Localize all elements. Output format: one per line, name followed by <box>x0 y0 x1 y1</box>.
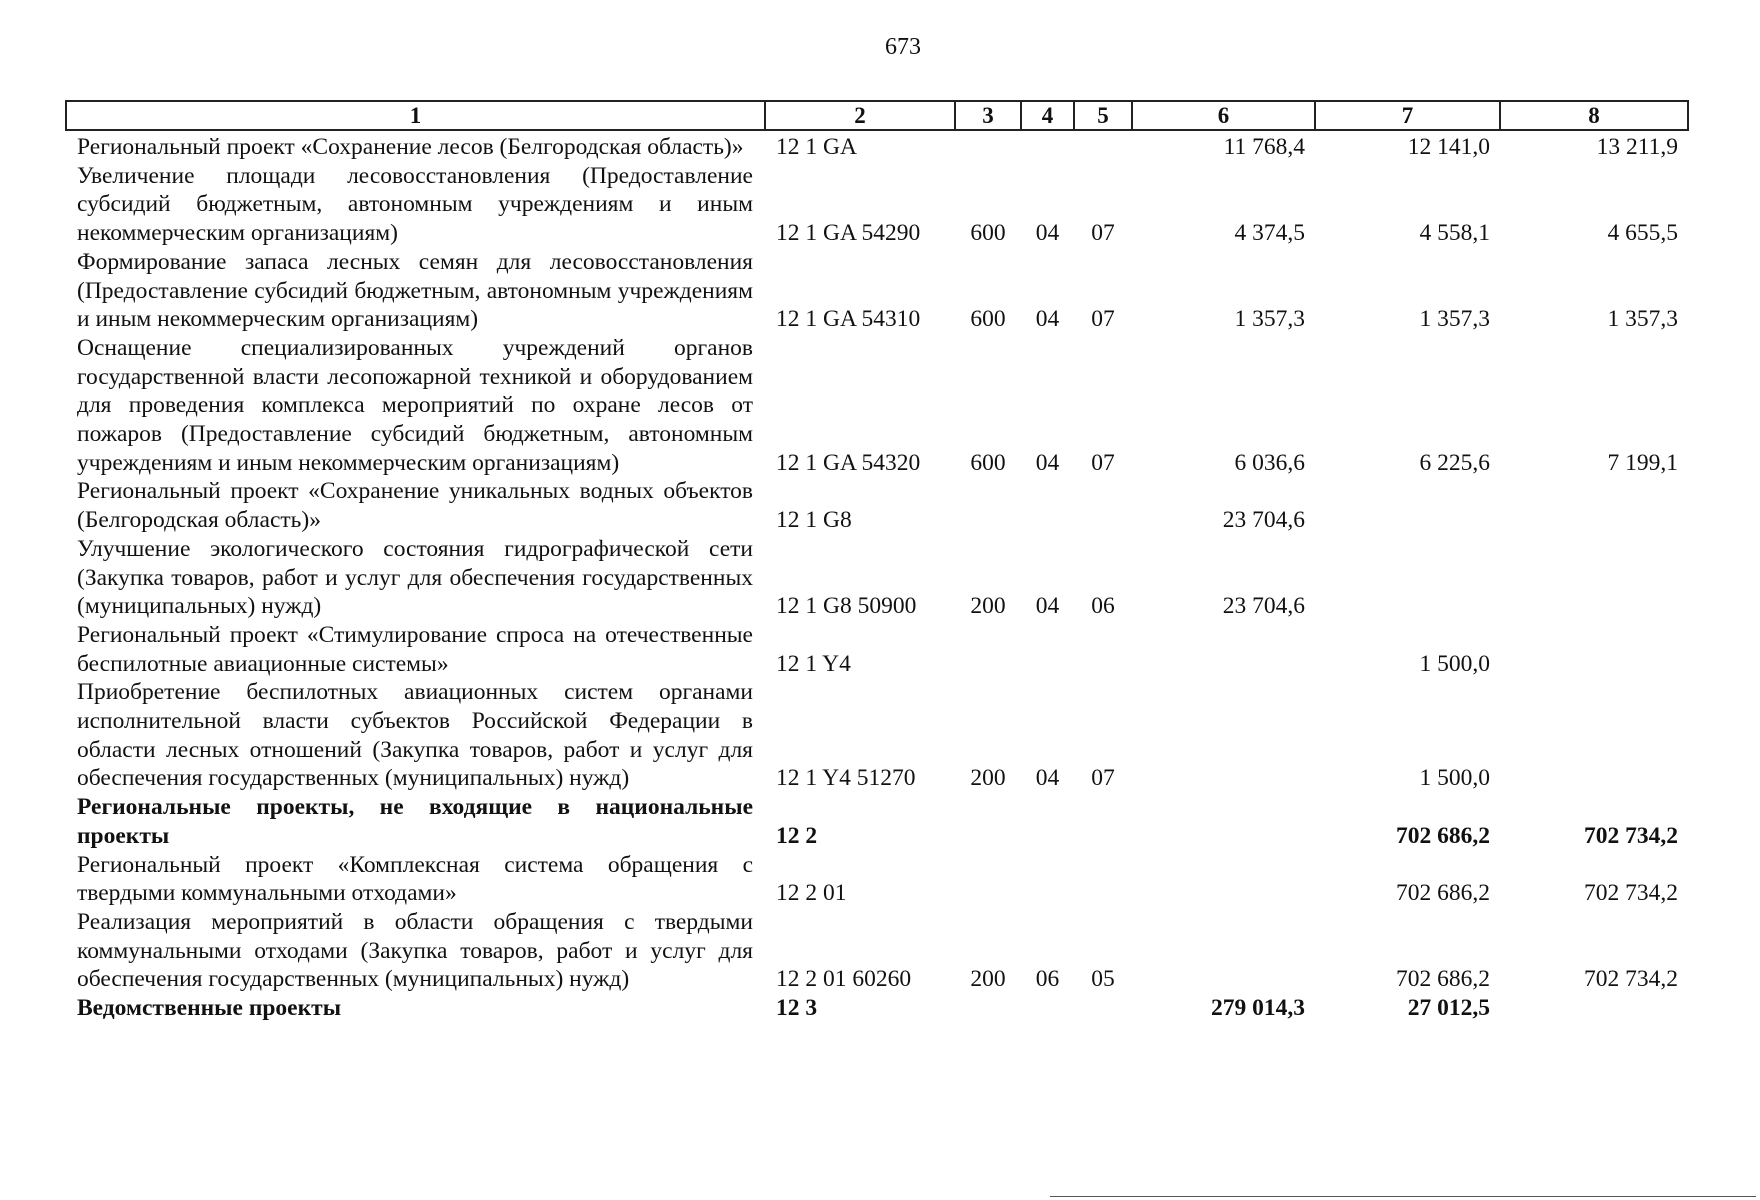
row-subsection <box>1074 130 1132 162</box>
row-section: 04 <box>1035 765 1060 792</box>
row-subsection <box>1074 793 1132 850</box>
row-name: Улучшение экологического состояния гидрографической сети (Закупка товаров, работ и услуг для обеспечения государственных (муниципальных) нужд) <box>77 535 753 620</box>
row-name: Региональный проект «Сохранение лесов (Белгородская область)» <box>77 134 744 160</box>
row-amount-col8: 4 655,5 <box>1607 220 1678 247</box>
table-row <box>66 334 1688 478</box>
row-subsection: 06 <box>1091 593 1115 620</box>
row-amount-col7: 6 225,6 <box>1419 449 1490 476</box>
row-amount-col7 <box>1315 477 1500 534</box>
row-name: Увеличение площади лесовосстановления (Предоставление субсидий бюджетным, автономным учреждениям и иным некоммерческим организациям) <box>77 162 753 247</box>
row-subsection: 05 <box>1091 966 1115 993</box>
row-amount-col8: 13 211,9 <box>1596 134 1678 160</box>
row-subsection <box>1074 477 1132 534</box>
row-amount-col6 <box>1132 793 1315 850</box>
row-expense-type: 600 <box>970 449 1006 476</box>
row-section: 04 <box>1035 306 1060 333</box>
column-header-5: 5 <box>1074 101 1132 130</box>
row-name: Региональный проект «Сохранение уникальных водных объектов (Белгородская область)» <box>77 478 753 534</box>
row-amount-col7: 702 686,2 <box>1396 966 1490 993</box>
row-expense-type <box>955 994 1021 1023</box>
row-code: 12 1 Y4 51270 <box>776 765 916 792</box>
row-amount-col8 <box>1500 621 1688 678</box>
row-amount-col7: 702 686,2 <box>1396 822 1490 849</box>
row-expense-type: 200 <box>970 765 1006 792</box>
row-amount-col6: 23 704,6 <box>1222 593 1305 620</box>
row-name: Приобретение беспилотных авиационных систем органами исполнительной власти субъектов Российской Федерации в области лесных отношений (Закупка товаров, работ и услуг для обеспечения государственных (муниципальных) нужд) <box>77 679 753 792</box>
row-name: Оснащение специализированных учреждений органов государственной власти лесопожарной техникой и оборудованием для проведения комплекса мероприятий по охране лесов от пожаров (Предоставление субсидий бюджетным, автономным учреждениям и иным некоммерческим организациям) <box>77 334 753 476</box>
row-subsection: 07 <box>1091 449 1115 476</box>
row-amount-col8 <box>1500 678 1688 793</box>
table-row <box>66 162 1688 248</box>
row-amount-col7 <box>1315 535 1500 621</box>
column-header-6: 6 <box>1132 101 1315 130</box>
row-name: Ведомственные проекты <box>77 995 342 1022</box>
row-section <box>1021 477 1074 534</box>
row-amount-col8 <box>1500 994 1688 1023</box>
row-expense-type <box>955 477 1021 534</box>
table-row <box>66 793 1688 850</box>
row-code: 12 1 GA 54290 <box>776 220 921 247</box>
row-subsection <box>1074 621 1132 678</box>
row-subsection: 07 <box>1091 220 1115 247</box>
row-amount-col7: 12 141,0 <box>1407 134 1490 160</box>
row-amount-col8 <box>1500 535 1688 621</box>
row-amount-col7: 1 500,0 <box>1419 765 1490 792</box>
row-code: 12 1 GA <box>776 134 857 160</box>
row-amount-col8: 702 734,2 <box>1584 880 1678 907</box>
table-row <box>66 994 1688 1023</box>
row-expense-type: 200 <box>970 593 1006 620</box>
row-code: 12 3 <box>776 995 818 1022</box>
row-section: 04 <box>1035 220 1060 247</box>
row-section: 04 <box>1035 449 1060 476</box>
row-amount-col6: 11 768,4 <box>1223 134 1305 160</box>
table-row <box>66 248 1688 334</box>
row-name: Формирование запаса лесных семян для лесовосстановления (Предоставление субсидий бюджетным, автономным учреждениям и иным некоммерческим организациям) <box>77 248 753 333</box>
bottom-rule <box>1050 1196 1756 1197</box>
row-amount-col6: 6 036,6 <box>1234 449 1305 476</box>
row-amount-col7: 702 686,2 <box>1396 880 1490 907</box>
row-amount-col6 <box>1132 621 1315 678</box>
row-name: Региональные проекты, не входящие в национальные проекты <box>77 794 753 849</box>
row-amount-col6: 23 704,6 <box>1222 507 1305 534</box>
row-section <box>1021 994 1074 1023</box>
table-row <box>66 678 1688 793</box>
row-amount-col8: 1 357,3 <box>1607 306 1678 333</box>
row-expense-type: 200 <box>970 966 1006 993</box>
row-expense-type <box>955 621 1021 678</box>
row-subsection <box>1074 851 1132 908</box>
row-code: 12 1 GA 54310 <box>776 306 921 333</box>
column-header-4: 4 <box>1021 101 1074 130</box>
row-code: 12 1 G8 <box>776 507 852 534</box>
row-code: 12 2 01 <box>776 880 847 907</box>
row-section <box>1021 793 1074 850</box>
budget-table <box>65 100 1689 1023</box>
row-expense-type: 600 <box>970 306 1006 333</box>
row-name: Региональный проект «Стимулирование спроса на отечественные беспилотные авиационные системы» <box>77 621 753 677</box>
column-header-7: 7 <box>1315 101 1500 130</box>
row-amount-col6: 279 014,3 <box>1211 995 1305 1022</box>
row-code: 12 1 GA 54320 <box>776 449 921 476</box>
row-section: 06 <box>1035 966 1060 993</box>
row-amount-col7: 27 012,5 <box>1407 995 1490 1022</box>
row-amount-col8: 702 734,2 <box>1584 966 1678 993</box>
column-header-1: 1 <box>66 101 765 130</box>
table-body <box>66 130 1688 1023</box>
row-section <box>1021 621 1074 678</box>
table-row <box>66 477 1688 534</box>
row-name: Региональный проект «Комплексная система обращения с твердыми коммунальными отходами» <box>77 851 753 907</box>
row-amount-col6 <box>1132 851 1315 908</box>
row-subsection <box>1074 994 1132 1023</box>
row-amount-col6 <box>1132 908 1315 994</box>
table-row <box>66 621 1688 678</box>
row-code: 12 1 G8 50900 <box>776 593 917 620</box>
column-header-8: 8 <box>1500 101 1688 130</box>
row-amount-col8: 7 199,1 <box>1607 449 1678 476</box>
row-subsection: 07 <box>1091 306 1115 333</box>
row-amount-col8: 702 734,2 <box>1584 822 1678 849</box>
row-expense-type <box>955 793 1021 850</box>
row-amount-col8 <box>1500 477 1688 534</box>
row-amount-col7: 1 500,0 <box>1419 650 1490 677</box>
row-subsection: 07 <box>1091 765 1115 792</box>
row-expense-type: 600 <box>970 220 1006 247</box>
column-header-3: 3 <box>955 101 1021 130</box>
table-row <box>66 130 1688 162</box>
row-section <box>1021 851 1074 908</box>
table-row <box>66 535 1688 621</box>
column-header-2: 2 <box>765 101 955 130</box>
table-row <box>66 851 1688 908</box>
table-row <box>66 908 1688 994</box>
row-code: 12 1 Y4 <box>776 650 851 677</box>
row-amount-col6: 1 357,3 <box>1234 306 1305 333</box>
page-number: 673 <box>885 34 921 60</box>
table-header-row <box>66 101 1688 130</box>
row-amount-col7: 1 357,3 <box>1419 306 1490 333</box>
row-section: 04 <box>1035 593 1060 620</box>
row-expense-type <box>955 851 1021 908</box>
row-code: 12 2 01 60260 <box>776 966 912 993</box>
row-amount-col6: 4 374,5 <box>1234 220 1305 247</box>
row-code: 12 2 <box>776 822 818 849</box>
table-header <box>66 101 1688 130</box>
row-expense-type <box>955 130 1021 162</box>
row-amount-col6 <box>1132 678 1315 793</box>
row-section <box>1021 130 1074 162</box>
row-amount-col7: 4 558,1 <box>1419 220 1490 247</box>
row-name: Реализация мероприятий в области обращения с твердыми коммунальными отходами (Закупка товаров, работ и услуг для обеспечения государственных (муниципальных) нужд) <box>77 908 753 993</box>
